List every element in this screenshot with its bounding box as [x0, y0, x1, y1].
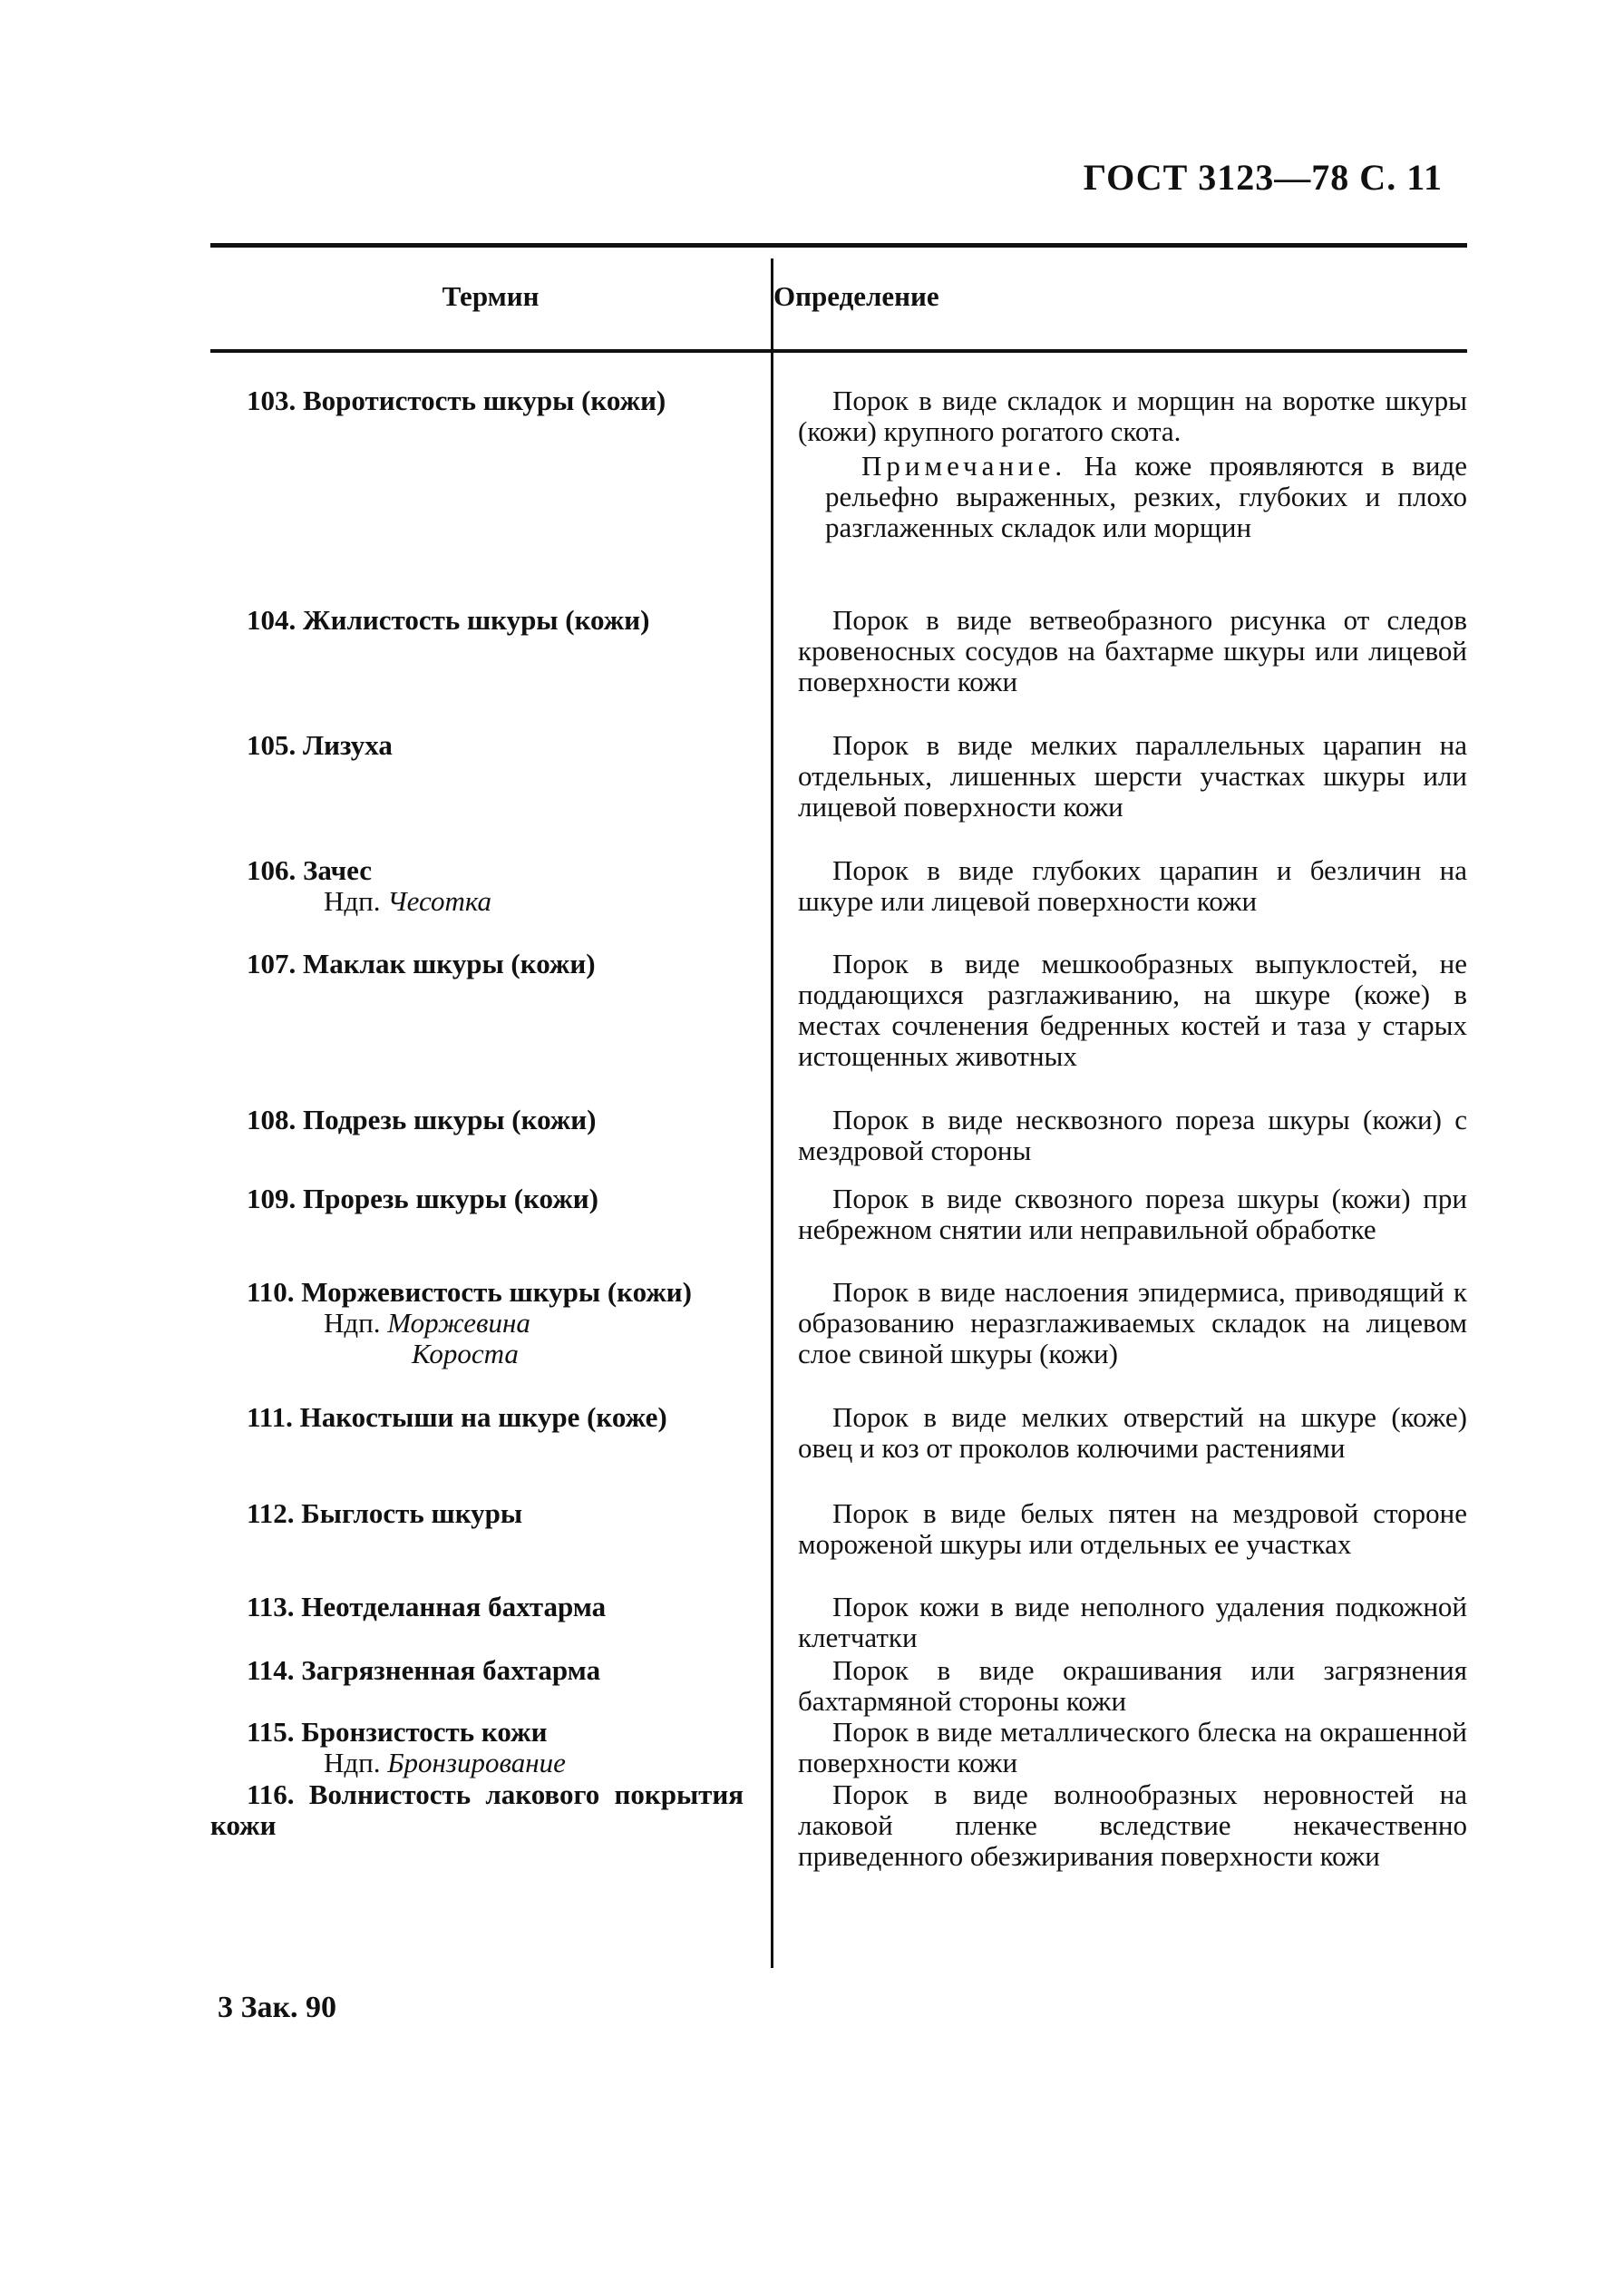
- term-number: 106.: [247, 854, 297, 886]
- definition-text: Порок в виде окрашивания или загрязнения бахтармяной стороны кожи: [798, 1654, 1467, 1717]
- definition-text: Порок в виде ветвеобразного рисунка от следов кровеносных сосудов на бахтарме шкуры или лицевой поверхности кожи: [798, 604, 1467, 697]
- term-number: 104.: [247, 604, 297, 636]
- term-number: 109.: [247, 1183, 297, 1214]
- definition-108: [798, 1105, 1467, 1166]
- definition-113: [798, 1592, 1467, 1653]
- ndp-term: Бронзирование: [387, 1747, 566, 1778]
- note-label: Примечание.: [861, 450, 1067, 482]
- term-number: 110.: [247, 1276, 295, 1308]
- column-header-term: Термин: [442, 280, 540, 312]
- term-number: 107.: [247, 948, 297, 979]
- term-104: [210, 605, 744, 636]
- term-number: 116.: [247, 1778, 295, 1810]
- definition-115: [798, 1717, 1467, 1778]
- definition-text: Порок в виде глубоких царапин и безличин на шкуре или лицевой поверхности кожи: [798, 854, 1467, 917]
- term-number: 108.: [247, 1104, 297, 1135]
- term-116: [210, 1779, 744, 1841]
- definition-text: Порок в виде несквозного пореза шкуры (кожи) с мездровой стороны: [798, 1104, 1467, 1166]
- term-text: Подрезь шкуры (кожи): [303, 1104, 597, 1135]
- definition-107: [798, 949, 1467, 1072]
- term-text: Бронзистость кожи: [301, 1716, 548, 1748]
- definition-104: [798, 605, 1467, 697]
- term-105: [210, 730, 744, 761]
- definition-114: [798, 1655, 1467, 1717]
- ndp-label: Ндп.: [324, 1747, 381, 1778]
- term-text: Волнистость лакового покрытия кожи: [210, 1778, 744, 1841]
- term-number: 103.: [247, 385, 297, 416]
- term-107: [210, 949, 744, 979]
- ndp-label: Ндп.: [324, 885, 381, 917]
- definition-111: [798, 1402, 1467, 1464]
- page-header: ГОСТ 3123—78 С. 11: [1083, 157, 1443, 198]
- term-text: Прорезь шкуры (кожи): [303, 1183, 598, 1214]
- term-text: Неотделанная бахтарма: [301, 1591, 607, 1622]
- term-text: Накостыши на шкуре (коже): [299, 1401, 667, 1433]
- definition-text: Порок в виде волнообразных неровностей на лаковой пленке вследствие некачественно приведенного обезжиривания поверхности кожи: [798, 1778, 1467, 1872]
- term-103: [210, 385, 744, 416]
- definition-110: [798, 1277, 1467, 1369]
- term-number: 111.: [247, 1401, 293, 1433]
- term-number: 112.: [247, 1497, 295, 1529]
- note: [825, 451, 1467, 543]
- term-text: Жилистость шкуры (кожи): [303, 604, 650, 636]
- term-113: [210, 1592, 744, 1622]
- term-114: [210, 1655, 744, 1686]
- term-112: [210, 1498, 744, 1529]
- table-header-rule: [210, 349, 1467, 353]
- term-text: Маклак шкуры (кожи): [303, 948, 596, 979]
- term-number: 113.: [247, 1591, 295, 1622]
- definition-text: Порок в виде белых пятен на мездровой стороне мороженой шкуры или отдельных ее участках: [798, 1497, 1467, 1560]
- column-divider: [771, 258, 773, 1968]
- term-106: [210, 855, 744, 917]
- definition-103: [798, 385, 1467, 543]
- term-text: Воротистость шкуры (кожи): [303, 385, 666, 416]
- term-108: [210, 1105, 744, 1135]
- definition-text: Порок в виде мелких параллельных царапин на отдельных, лишенных шерсти участках шкуры или лицевой поверхности кожи: [798, 729, 1467, 823]
- term-115: [210, 1717, 744, 1778]
- term-text: Лизуха: [303, 729, 393, 761]
- term-111: [210, 1402, 744, 1433]
- term-text: Быглость шкуры: [301, 1497, 523, 1529]
- term-number: 105.: [247, 729, 297, 761]
- table-top-rule: [210, 243, 1467, 248]
- column-header-definition: Определение: [773, 280, 939, 312]
- ndp-label: Ндп.: [324, 1307, 381, 1339]
- definition-text: Порок в виде сквозного пореза шкуры (кожи) при небрежном снятии или неправильной обработке: [798, 1183, 1467, 1245]
- definition-text: Порок в виде металлического блеска на окрашенной поверхности кожи: [798, 1716, 1467, 1778]
- term-number: 114.: [247, 1654, 295, 1686]
- term-109: [210, 1184, 744, 1214]
- ndp-term: Чесотка: [387, 885, 492, 917]
- definition-text: Порок в виде наслоения эпидермиса, приводящий к образованию неразглаживаемых складок на лицевом слое свиной шкуры (кожи): [798, 1276, 1467, 1369]
- page-footer: 3 Зак. 90: [218, 1991, 337, 2024]
- ndp-term: Моржевина: [387, 1307, 530, 1339]
- definition-106: [798, 855, 1467, 917]
- term-text: Зачес: [303, 854, 373, 886]
- term-text: Моржевистость шкуры (кожи): [301, 1276, 692, 1308]
- definition-text: Порок в виде складок и морщин на воротке шкуры (кожи) крупного рогатого скота.: [798, 385, 1467, 447]
- term-text: Загрязненная бахтарма: [301, 1654, 601, 1686]
- term-number: 115.: [247, 1716, 295, 1748]
- definition-text: Порок в виде мелких отверстий на шкуре (коже) овец и коз от проколов колючими растениями: [798, 1401, 1467, 1464]
- definition-text: Порок кожи в виде неполного удаления подкожной клетчатки: [798, 1591, 1467, 1653]
- definition-109: [798, 1184, 1467, 1245]
- definition-112: [798, 1498, 1467, 1560]
- definition-105: [798, 730, 1467, 823]
- note-text: На коже проявляются в виде рельефно выраженных, резких, глубоких и плохо разглаженных складок или морщин: [825, 450, 1468, 543]
- definition-text: Порок в виде мешкообразных выпуклостей, не поддающихся разглаживанию, на шкуре (коже) в местах сочленения бедренных костей и таза у старых истощенных животных: [798, 948, 1467, 1072]
- term-110: [210, 1277, 744, 1369]
- definition-116: [798, 1779, 1467, 1872]
- ndp-term-2: Короста: [412, 1338, 519, 1369]
